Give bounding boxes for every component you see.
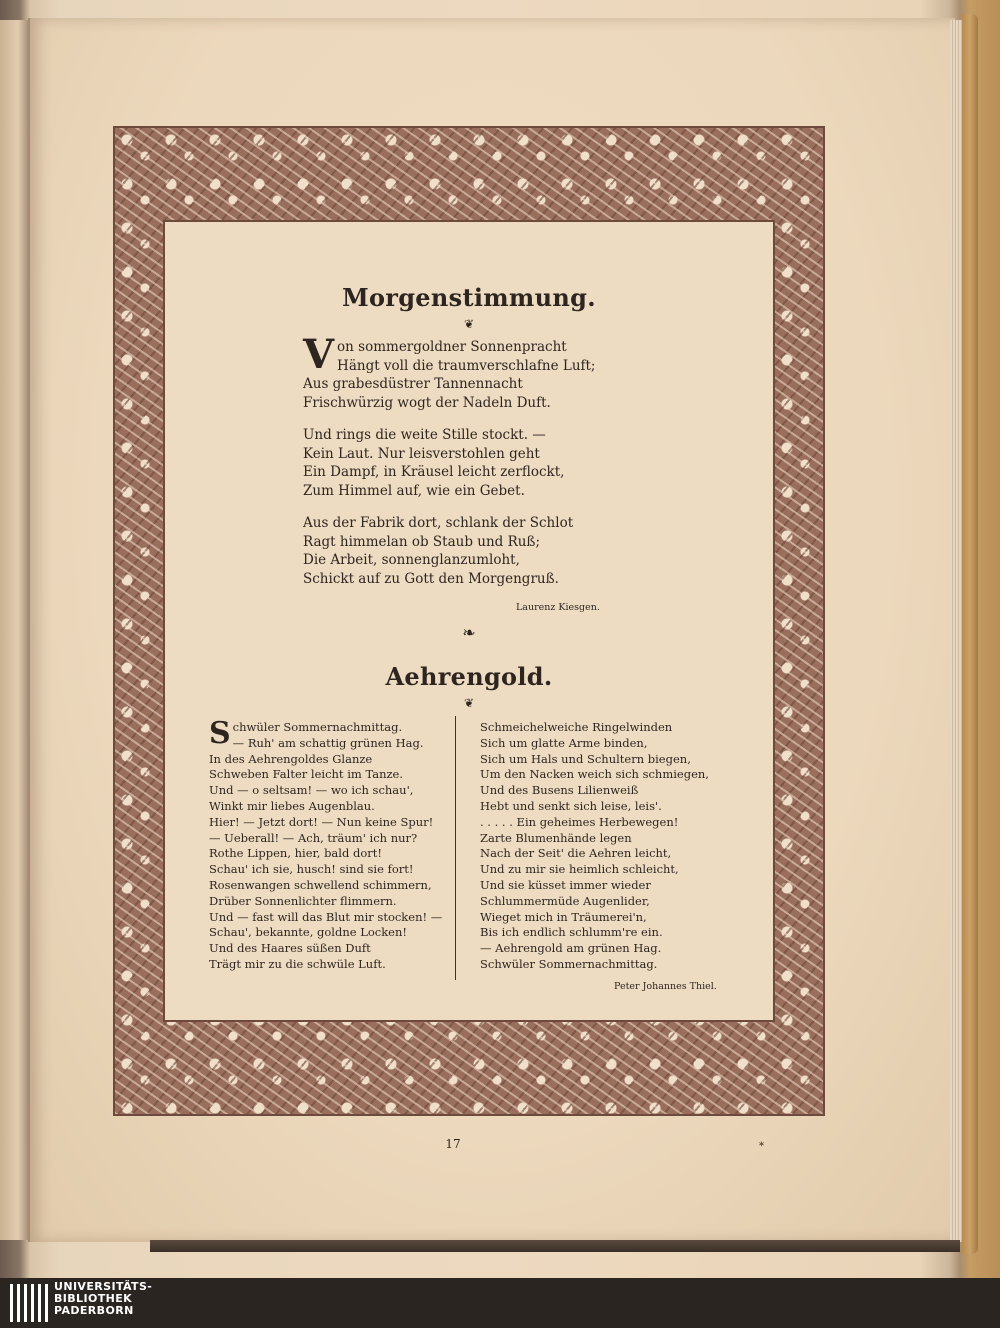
poem2-line: Schwüler Sommernachmittag.: [480, 956, 658, 971]
poem2-line: Sich um Hals und Schultern biegen,: [480, 751, 691, 766]
poem2-line: Schlummermüde Augenlider,: [480, 893, 650, 908]
page-number: 17: [445, 1137, 461, 1151]
poem1-line: Aus grabesdüstrer Tannennacht: [303, 376, 523, 392]
poem2-line: In des Aehrengoldes Glanze: [209, 751, 373, 766]
poem1-dropcap: V: [303, 331, 335, 378]
poem1-line: on sommergoldner Sonnenpracht: [337, 339, 567, 355]
poem1-line: Hängt voll die traumverschlafne Luft;: [337, 357, 596, 374]
poem2-line: — Aehrengold am grünen Hag.: [480, 941, 662, 956]
poem2-line: — Ueberall! — Ach, träum' ich nur?: [209, 830, 418, 845]
column-divider: [455, 716, 456, 980]
poem2-right-column: [480, 720, 730, 973]
poem1-stanza-2: [303, 426, 633, 500]
poem2-line: Schweben Falter leicht im Tanze.: [209, 767, 404, 782]
library-logo-icon: [8, 1282, 50, 1324]
poem1-line: Ragt himmelan ob Staub und Ruß;: [303, 533, 540, 550]
library-name-line2: BIBLIOTHEK: [54, 1292, 133, 1305]
poem1-stanza-3: [303, 514, 633, 588]
poem2-line: Und des Haares süßen Duft: [209, 941, 371, 956]
poem2-ornament: ❦: [463, 696, 475, 710]
poem2-line: chwüler Sommernachmittag.: [232, 720, 403, 734]
poem1-ornament: ❦: [463, 317, 475, 331]
poem2-line: Und — fast will das Blut mir stocken! —: [209, 909, 443, 924]
corner-mark: *: [759, 1141, 764, 1152]
library-name-line1: UNIVERSITÄTS-: [54, 1280, 153, 1293]
poem2-line: Schmeichelweiche Ringelwinden: [480, 720, 673, 734]
book-cover-edge: [962, 14, 978, 1254]
poem2-line: Und zu mir sie heimlich schleicht,: [480, 862, 679, 877]
poem2-line: Bis ich endlich schlumm're ein.: [480, 925, 663, 940]
poem1-line: Ein Dampf, in Kräusel leicht zerflockt,: [303, 464, 565, 480]
poem2-line: . . . . . Ein geheimes Herbewegen!: [480, 814, 679, 829]
poem1-body: [303, 331, 633, 602]
library-name: [54, 1281, 152, 1317]
poem2-line: Rosenwangen schwellend schimmern,: [209, 877, 432, 892]
facing-page-edge: [0, 20, 31, 1240]
poem1-stanza-1: [303, 331, 633, 412]
poem2-line: Drüber Sonnenlichter flimmern.: [209, 893, 397, 908]
poem2-dropcap: S: [209, 716, 231, 751]
poem2-line: Um den Nacken weich sich schmiegen,: [480, 767, 709, 782]
poem2-line: Und — o seltsam! — wo ich schau',: [209, 783, 414, 798]
poem2-line: Trägt mir zu die schwüle Luft.: [209, 956, 386, 971]
poem1-line: Die Arbeit, sonnenglanzumloht,: [303, 552, 520, 568]
poem1-line: Aus der Fabrik dort, schlank der Schlot: [303, 515, 574, 531]
poem2-line: Hier! — Jetzt dort! — Nun keine Spur!: [209, 814, 434, 829]
poem2-line: — Ruh' am schattig grünen Hag.: [232, 735, 424, 750]
poem1-line: Frischwürzig wogt der Nadeln Duft.: [303, 394, 551, 411]
library-name-line3: PADERBORN: [54, 1304, 134, 1317]
poem2-line: Rothe Lippen, hier, bald dort!: [209, 846, 383, 861]
poem2-line: Wieget mich in Träumerei'n,: [480, 909, 647, 924]
poem2-author: Peter Johannes Thiel.: [614, 981, 717, 992]
poem1-line: Schickt auf zu Gott den Morgengruß.: [303, 570, 559, 587]
poem1-line: Kein Laut. Nur leisverstohlen geht: [303, 445, 540, 462]
poem2-line: Nach der Seit' die Aehren leicht,: [480, 846, 672, 861]
poem1-line: Und rings die weite Stille stockt. —: [303, 427, 546, 443]
poem2-line: Schau' ich sie, husch! sind sie fort!: [209, 862, 414, 877]
poem2-title: Aehrengold.: [385, 662, 553, 691]
poem2-line: Und sie küsset immer wieder: [480, 877, 651, 892]
poem2-line: Hebt und senkt sich leise, leis'.: [480, 798, 662, 813]
poem1-line: Zum Himmel auf, wie ein Gebet.: [303, 482, 525, 499]
poem2-line: Und des Busens Lilienweiß: [480, 783, 639, 798]
poem1-author: Laurenz Kiesgen.: [516, 602, 600, 613]
poem2-line: Sich um glatte Arme binden,: [480, 735, 648, 750]
poem2-line: Schau', bekannte, goldne Locken!: [209, 925, 407, 940]
poem2-line: Winkt mir liebes Augenblau.: [209, 798, 375, 813]
poem2-line: Zarte Blumenhände legen: [480, 830, 632, 845]
poem2-left-column: [209, 716, 459, 973]
page-bottom-shadow: [150, 1240, 960, 1252]
poem1-title: Morgenstimmung.: [342, 283, 596, 312]
separator-ornament: ❧: [462, 623, 476, 642]
